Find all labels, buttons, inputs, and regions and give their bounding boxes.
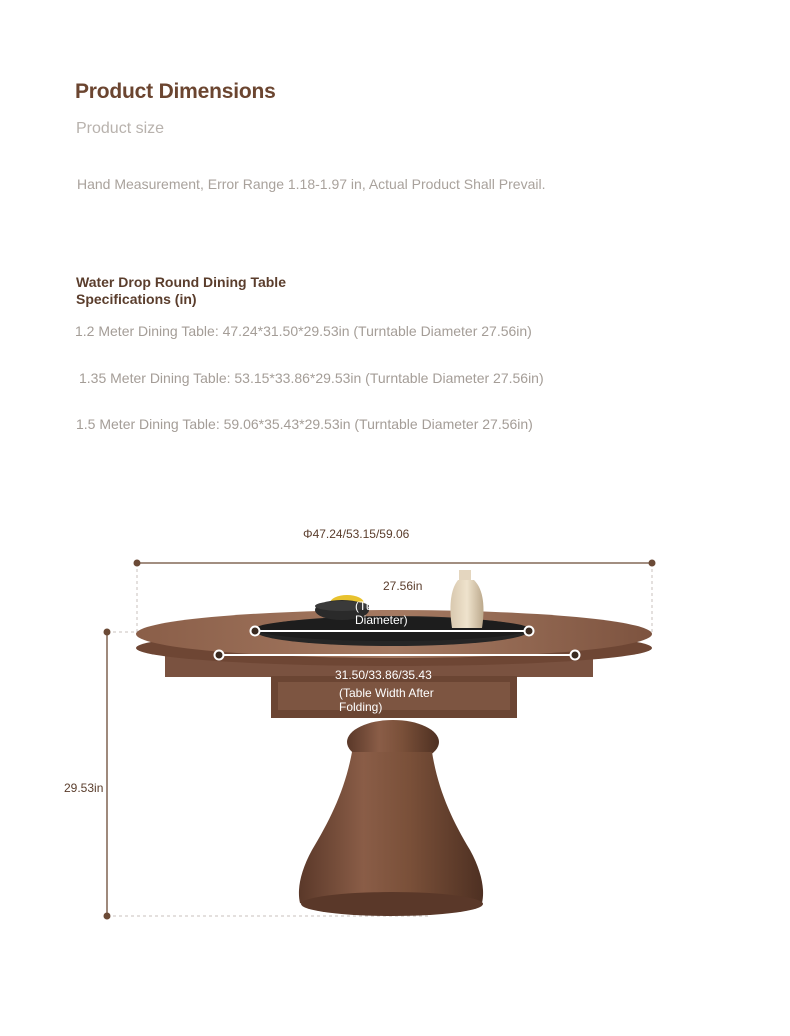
diameter-label: Φ47.24/53.15/59.06 (303, 527, 410, 541)
height-label: 29.53in (64, 781, 104, 795)
vase (450, 570, 483, 628)
spec-item-1-35m: 1.35 Meter Dining Table: 53.15*33.86*29.53in (Turntable Diameter 27.56in) (79, 370, 544, 386)
turntable-caption: (Turntable Diameter) (355, 599, 410, 627)
turntable-value-label: 27.56in (383, 579, 423, 593)
page-title: Product Dimensions (75, 80, 276, 103)
measurement-note: Hand Measurement, Error Range 1.18-1.97 in, Actual Product Shall Prevail. (77, 176, 546, 192)
width-caption: (Table Width After Folding) (339, 686, 434, 714)
width-value-label: 31.50/33.86/35.43 (335, 668, 432, 682)
spec-item-1-2m: 1.2 Meter Dining Table: 47.24*31.50*29.53in (Turntable Diameter 27.56in) (75, 323, 532, 339)
page-subtitle: Product size (76, 120, 165, 137)
spec-item-1-5m: 1.5 Meter Dining Table: 59.06*35.43*29.53in (Turntable Diameter 27.56in) (76, 416, 533, 432)
table-base (299, 720, 483, 916)
spec-title: Water Drop Round Dining Table Specifications (in) (76, 274, 286, 307)
